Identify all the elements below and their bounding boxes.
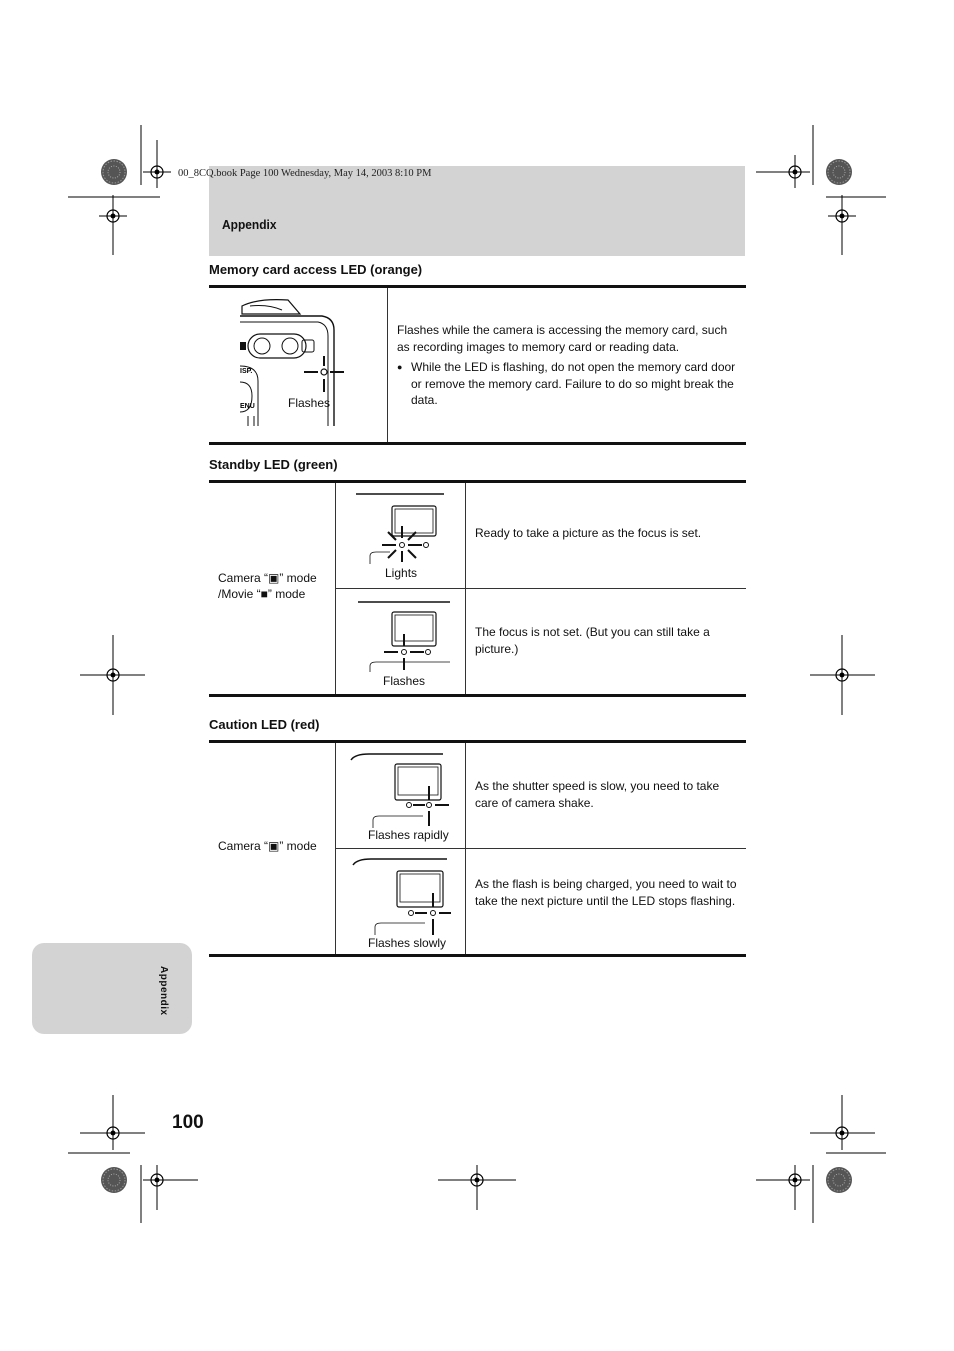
memory-led-warning: ● While the LED is flashing, do not open the memory card door or remove the memory card. Failure to do so might break the data.: [397, 359, 737, 409]
section-heading: Appendix: [222, 217, 277, 232]
table-top-rule: [209, 480, 746, 483]
table-bottom-rule: [209, 954, 746, 957]
standby-flashes-illustration: [350, 596, 460, 676]
row-divider: [335, 588, 746, 589]
memory-led-description: Flashes while the camera is accessing the memory card, such as recording images to memory card or reading data.: [397, 323, 728, 354]
table-divider: [335, 483, 336, 695]
disp-button-label: ISP.: [240, 368, 253, 375]
caution-rapid-text: As the shutter speed is slow, you need to take care of camera shake.: [475, 779, 720, 810]
row-divider: [335, 848, 746, 849]
book-info: 00_8CQ.book Page 100 Wednesday, May 14, 2003 8:10 PM: [178, 168, 432, 179]
memory-led-title: Memory card access LED (orange): [209, 262, 423, 277]
caution-rapid-illustration: [345, 748, 460, 830]
standby-mode-line1: Camera “▣” mode: [218, 571, 317, 585]
memory-led-caption: Flashes: [288, 396, 331, 410]
table-divider: [387, 288, 388, 443]
menu-button-label: ENU: [240, 403, 255, 410]
standby-lights-illustration: [350, 490, 460, 570]
page-number: 100: [172, 1112, 204, 1133]
table-top-rule: [209, 740, 746, 743]
caution-rapid-caption: Flashes rapidly: [368, 828, 449, 842]
standby-flashes-caption: Flashes: [383, 674, 426, 688]
standby-lights-text: Ready to take a picture as the focus is set.: [475, 526, 702, 540]
caution-slow-illustration: [345, 855, 460, 937]
table-divider: [465, 483, 466, 695]
caution-mode-line1: Camera “▣” mode: [218, 839, 317, 853]
caution-slow-text: As the flash is being charged, you need to wait to take the next picture until the LED stops flashing.: [475, 877, 737, 908]
standby-led-title: Standby LED (green): [209, 457, 338, 472]
caution-slow-caption: Flashes slowly: [368, 936, 447, 950]
memory-led-notes: [397, 359, 737, 409]
standby-mode-line2: /Movie “■” mode: [218, 587, 306, 601]
table-top-rule: [209, 285, 746, 288]
caution-led-title: Caution LED (red): [209, 717, 320, 732]
table-bottom-rule: [209, 442, 746, 445]
standby-flashes-text: The focus is not set. (But you can still take a picture.): [475, 625, 710, 656]
table-divider: [335, 743, 336, 955]
standby-lights-caption: Lights: [385, 566, 418, 580]
side-tab-label: Appendix: [158, 966, 169, 1016]
table-divider: [465, 743, 466, 955]
table-bottom-rule: [209, 694, 746, 697]
